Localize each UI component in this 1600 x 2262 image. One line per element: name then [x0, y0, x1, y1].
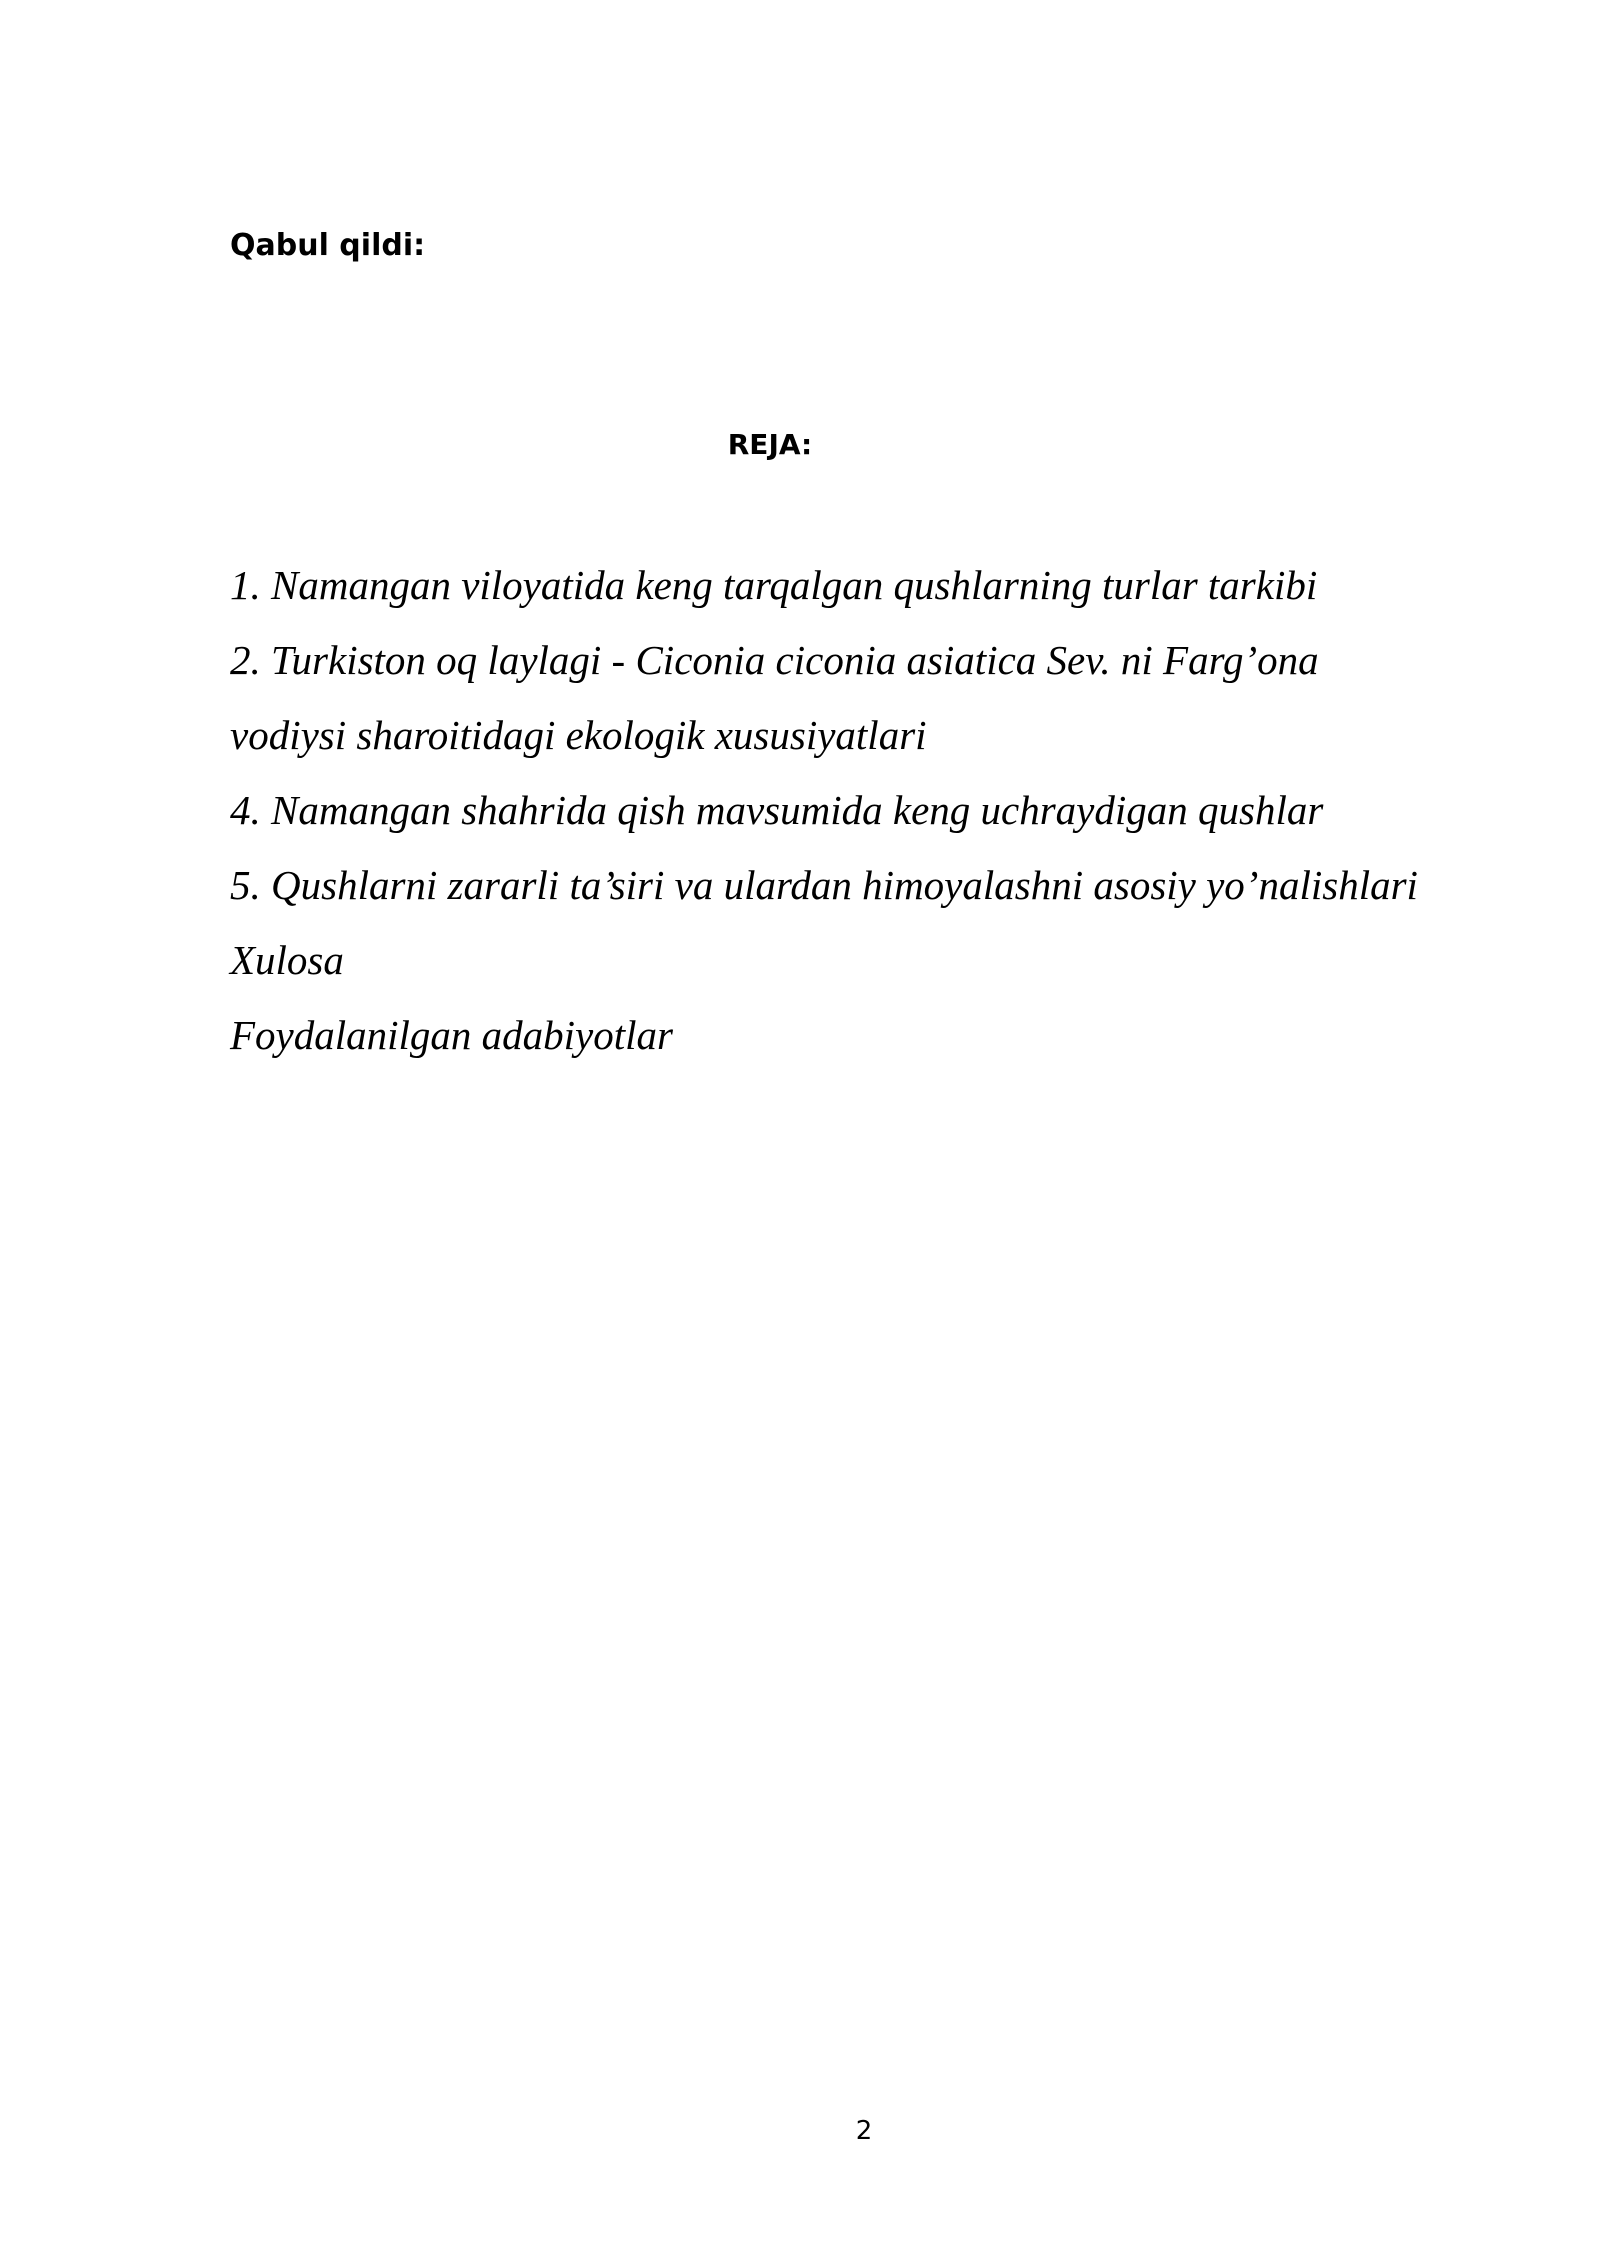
plan-item-references: Foydalanilgan adabiyotlar — [230, 1012, 673, 1058]
plan-item-conclusion: Xulosa — [230, 937, 344, 983]
plan-item-1: 1. Namangan viloyatida keng tarqalgan qushlarning turlar tarkibi — [230, 562, 1318, 608]
received-by-label: Qabul qildi: — [230, 228, 426, 263]
plan-item-2: 2. Turkiston oq laylagi - Ciconia ciconia asiatica Sev. ni Farg’ona vodiysi sharoitidagi ekologik xususiyatlari — [230, 637, 1319, 758]
plan-heading: REJA: — [727, 428, 813, 461]
plan-list — [230, 548, 1430, 1073]
page-number: 2 — [855, 2116, 873, 2146]
plan-item-5: 5. Qushlarni zararli ta’siri va ulardan himoyalashni asosiy yo’nalishlari — [230, 862, 1418, 908]
plan-item-4: 4. Namangan shahrida qish mavsumida keng uchraydigan qushlar — [230, 787, 1324, 833]
